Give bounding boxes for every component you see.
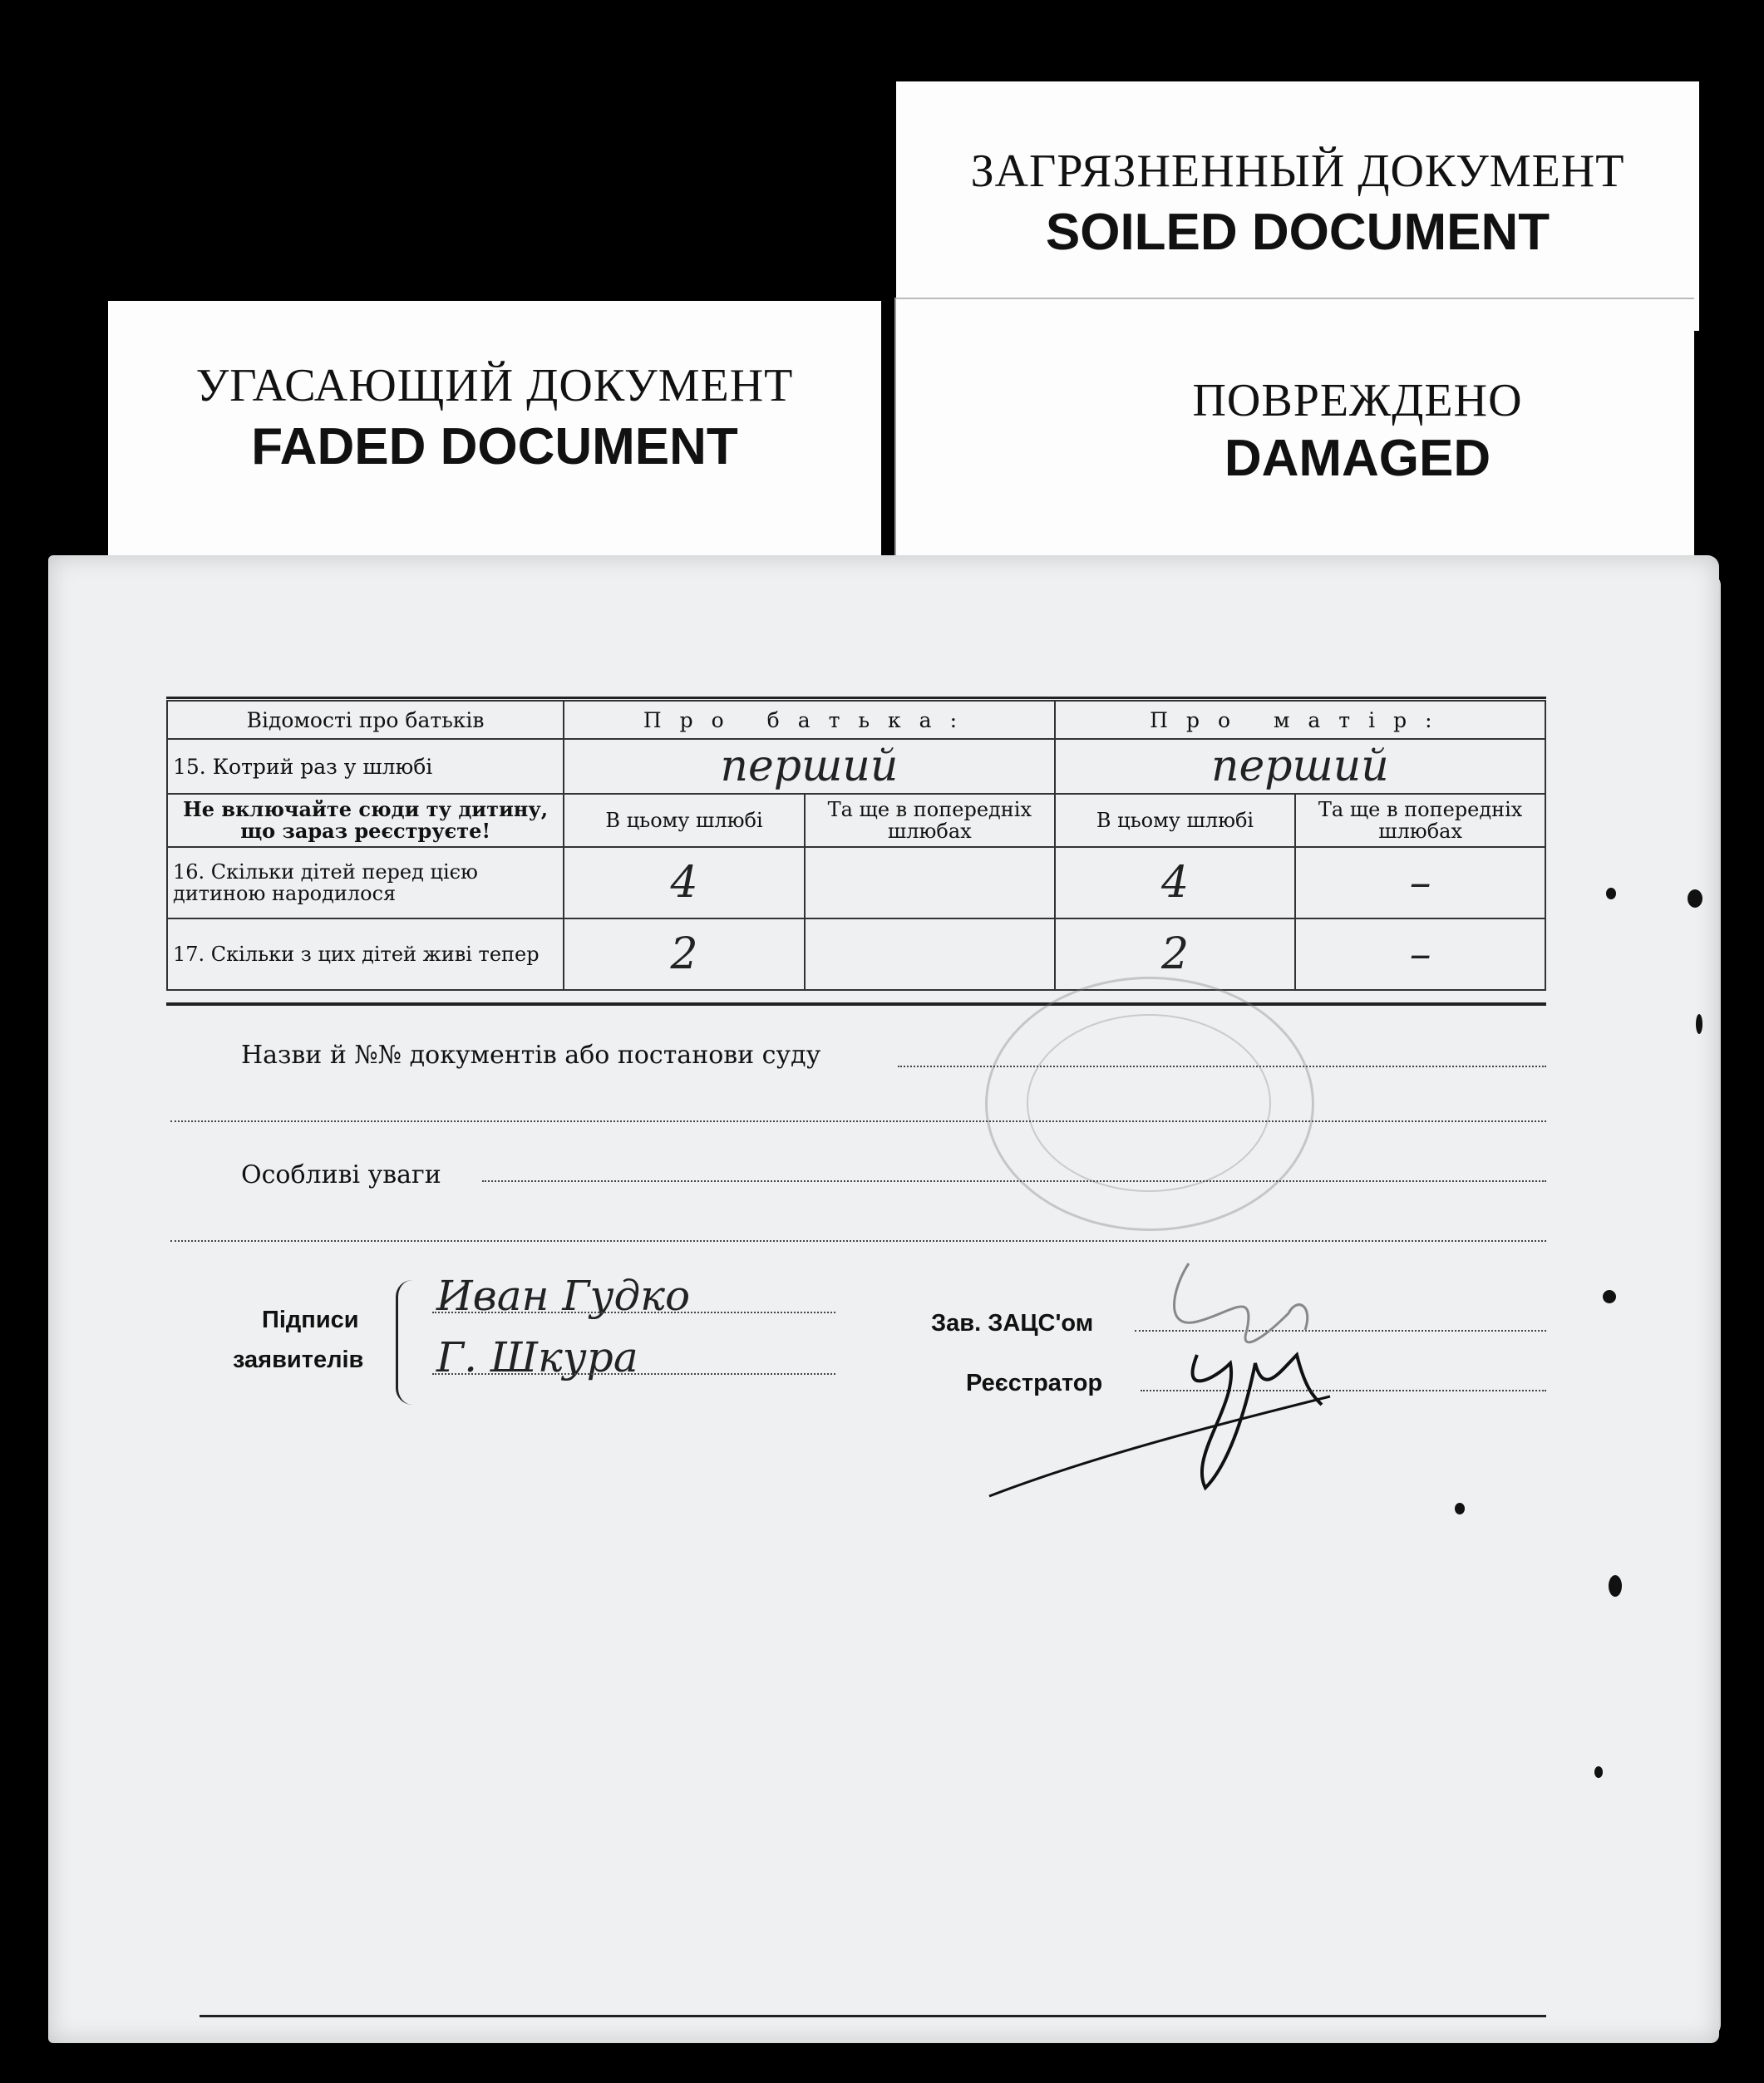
row17-father-prev [805,918,1055,990]
row17-mother-prev: – [1295,918,1545,990]
punch-hole [1603,1290,1616,1303]
row15-mother-value: перший [1055,739,1545,794]
documents-label: Назви й №№ документів або постанови суду [241,1041,821,1070]
row16-mother-prev: – [1295,847,1545,918]
punch-hole [1688,889,1702,908]
applicant-line-1 [432,1312,835,1313]
mother-previous-header: Та ще в попередніх шлюбах [1295,794,1545,847]
faded-card-english: FADED DOCUMENT [251,418,738,475]
parents-info-table [166,700,1546,991]
soiled-document-card [896,81,1699,331]
faded-card-russian: УГАСАЮЩИЙ ДОКУМЕНТ [195,360,794,411]
table-bottom-rule [166,1002,1546,1006]
header-parents-info: Відомості про батьків [167,701,564,739]
row15-label: 15. Котрий раз у шлюбі [167,739,564,794]
row15-father-value: перший [564,739,1055,794]
table-row-17 [167,918,1545,990]
table-note-row [167,794,1545,847]
row17-father-this: 2 [564,918,805,990]
documents-fill-line [898,1066,1546,1067]
damaged-document-card [896,298,1694,565]
signatures-label-line1: Підписи [262,1307,359,1333]
registrar-signature-scrawl [981,1238,1372,1521]
applicant-signature-1: Иван Гудко [436,1272,691,1320]
official-stamp-inner-ring [1027,1014,1271,1192]
registrar-label: Реєстратор [966,1370,1103,1396]
bottom-rule [200,2015,1546,2017]
row16-father-prev [805,847,1055,918]
head-of-registry-label: Зав. ЗАЦС'ом [931,1310,1094,1337]
row16-label: 16. Скільки дітей перед цією дитиною народилося [167,847,564,918]
father-previous-header: Та ще в попередніх шлюбах [805,794,1055,847]
signatures-label-line2: заявителів [233,1347,364,1373]
row16-mother-this: 4 [1055,847,1296,918]
father-this-marriage-header: В цьому шлюбі [564,794,805,847]
signatures-bracket [396,1280,415,1405]
row17-mother-this: 2 [1055,918,1296,990]
table-row-16 [167,847,1545,918]
top-rule [166,697,1546,699]
ink-mark [1455,1503,1465,1514]
row16-father-this: 4 [564,847,805,918]
remarks-label: Особливі уваги [241,1160,441,1189]
remarks-fill-line [482,1180,1546,1182]
damaged-card-english: DAMAGED [1224,430,1491,487]
soiled-card-english: SOILED DOCUMENT [1045,204,1550,261]
ink-mark [1696,1014,1702,1034]
mother-this-marriage-header: В цьому шлюбі [1055,794,1296,847]
documents-fill-line-2 [170,1120,1546,1122]
punch-hole [1609,1575,1622,1597]
note-exclude-child: Не включайте сюди ту дитину, що зараз реєструєте! [167,794,564,847]
applicant-line-2 [432,1373,835,1375]
table-row-15 [167,739,1545,794]
header-father: Про батька: [564,701,1055,739]
header-mother: Про матір: [1055,701,1545,739]
table-header-row [167,701,1545,739]
ink-mark [1594,1766,1603,1778]
row17-label: 17. Скільки з цих дітей живі тепер [167,918,564,990]
soiled-card-russian: ЗАГРЯЗНЕННЫЙ ДОКУМЕНТ [970,145,1625,197]
damaged-card-russian: ПОВРЕЖДЕНО [1192,375,1523,426]
ink-mark [1606,888,1616,899]
applicant-signature-2: Г. Шкура [436,1333,638,1381]
faded-document-card [108,301,881,559]
